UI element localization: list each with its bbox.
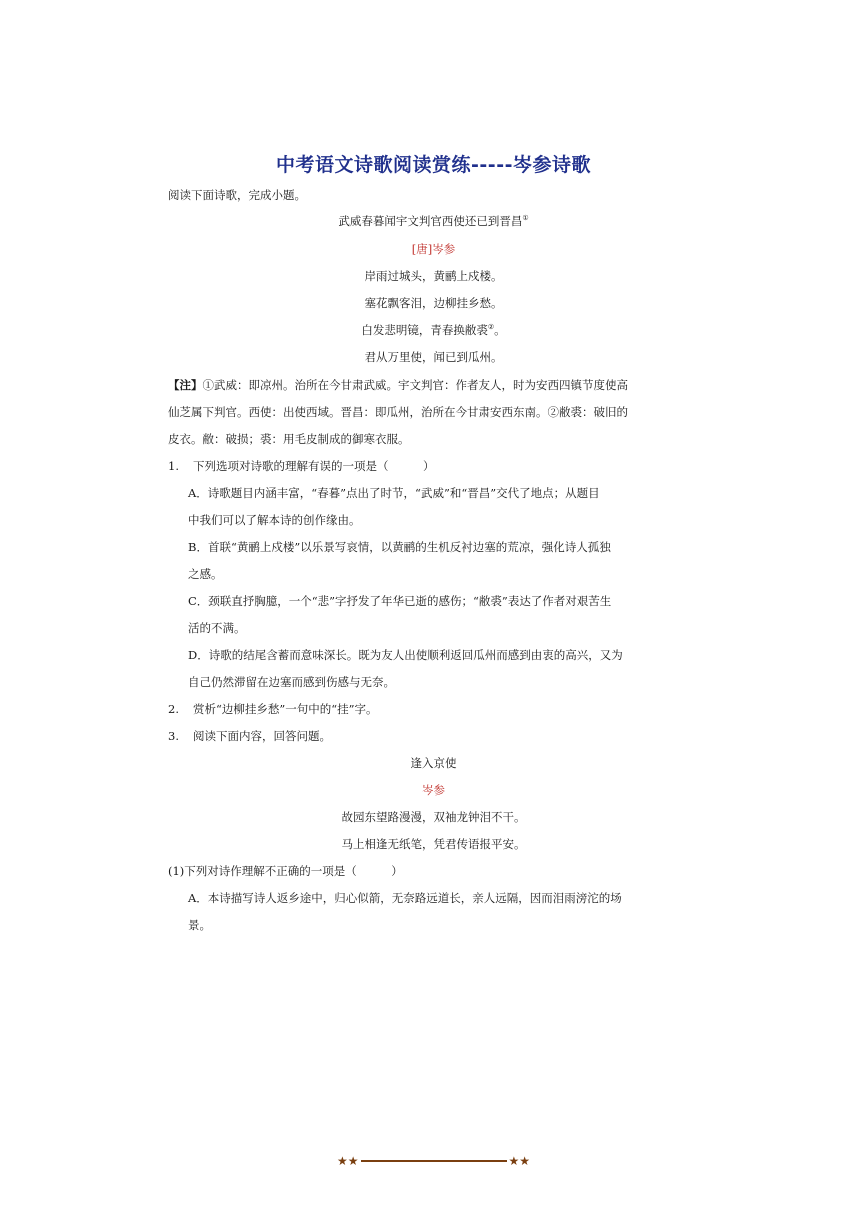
q1-option-a-line-1: A．诗歌题目内涵丰富，“春暮”点出了时节，“武威”和“晋昌”交代了地点；从题目 [188,486,600,500]
sub-question-1: (1)下列对诗作理解不正确的一项是（ ） [168,864,403,878]
q1-option-a-line-2: 中我们可以了解本诗的创作缘由。 [188,513,361,527]
poem2-line-1: 故园东望路漫漫，双袖龙钟泪不干。 [341,810,526,824]
sub1-option-a-line-2: 景。 [188,918,211,932]
poem2-author: 岑参 [422,783,445,797]
poem1-line-2: 塞花飘客泪，边柳挂乡愁。 [364,296,503,310]
poem1-line-3 [0,323,867,337]
intro-text: 阅读下面诗歌，完成小题。 [168,188,306,202]
q1-option-d-line-2: 自己仍然滞留在边塞而感到伤感与无奈。 [188,675,395,689]
poem1-line-3-footnote-mark: ② [487,323,495,332]
q1-option-d-line-1: D．诗歌的结尾含蓄而意味深长。既为友人出使顺利返回瓜州而感到由衷的高兴，又为 [188,648,623,662]
q1-option-b-line-2: 之感。 [188,567,223,581]
question-3-number: 3. [168,729,179,743]
note-line-1 [168,378,628,392]
poem2-line-2: 马上相逢无纸笔，凭君传语报平安。 [341,837,526,851]
q1-option-c-line-1: C．颈联直抒胸臆，一个“悲”字抒发了年华已逝的感伤；“敝裘”表达了作者对艰苦生 [188,594,612,608]
footer-rule [361,1160,507,1162]
poem2-title: 逢入京使 [410,756,457,770]
poem1-author: [唐]岑参 [411,242,456,256]
footer-stars-right: ★★ [508,1154,531,1168]
question-1 [168,459,434,473]
question-3 [168,729,331,743]
note-line-3: 皮衣。敝：破损；裘：用毛皮制成的御寒衣服。 [168,432,410,446]
poem1-line-4: 君从万里使，闻已到瓜州。 [364,350,503,364]
note-label: 【注】 [168,378,203,392]
sub1-option-a-line-1: A．本诗描写诗人返乡途中，归心似箭，无奈路远道长，亲人远隔，因而泪雨滂沱的场 [188,891,622,905]
footer-stars-left: ★★ [336,1154,359,1168]
poem1-line-3-text: 白发悲明镜，青春换敝裘 [361,323,488,337]
note-text-1: ①武威：即凉州。治所在今甘肃武威。宇文判官：作者友人，时为安西四镇节度使高 [202,378,628,392]
document-title: 中考语文诗歌阅读赏练-----岑参诗歌 [276,154,591,176]
question-1-number: 1. [168,459,179,473]
question-1-text: 下列选项对诗歌的理解有误的一项是（ ） [192,459,435,473]
poem1-title-text: 武威春暮闻宇文判官西使还已到晋昌 [338,214,523,228]
poem1-title-footnote-mark: ① [522,214,529,223]
poem1-title [0,214,867,228]
question-2 [168,702,378,716]
page-footer-ornament [0,1151,867,1171]
question-2-text: 赏析“边柳挂乡愁”一句中的“挂”字。 [192,702,378,716]
note-line-2: 仙芝属下判官。西使：出使西域。晋昌：即瓜州，治所在今甘肃安西东南。②敝裘：破旧的 [168,405,628,419]
q1-option-c-line-2: 活的不满。 [188,621,246,635]
poem1-line-3-end: 。 [494,323,506,337]
poem1-line-1: 岸雨过城头，黄鹂上戍楼。 [364,269,503,283]
question-2-number: 2. [168,702,179,716]
q1-option-b-line-1: B．首联“黄鹂上戍楼”以乐景写哀情，以黄鹂的生机反衬边塞的荒凉，强化诗人孤独 [188,540,611,554]
question-3-text: 阅读下面内容，回答问题。 [192,729,331,743]
